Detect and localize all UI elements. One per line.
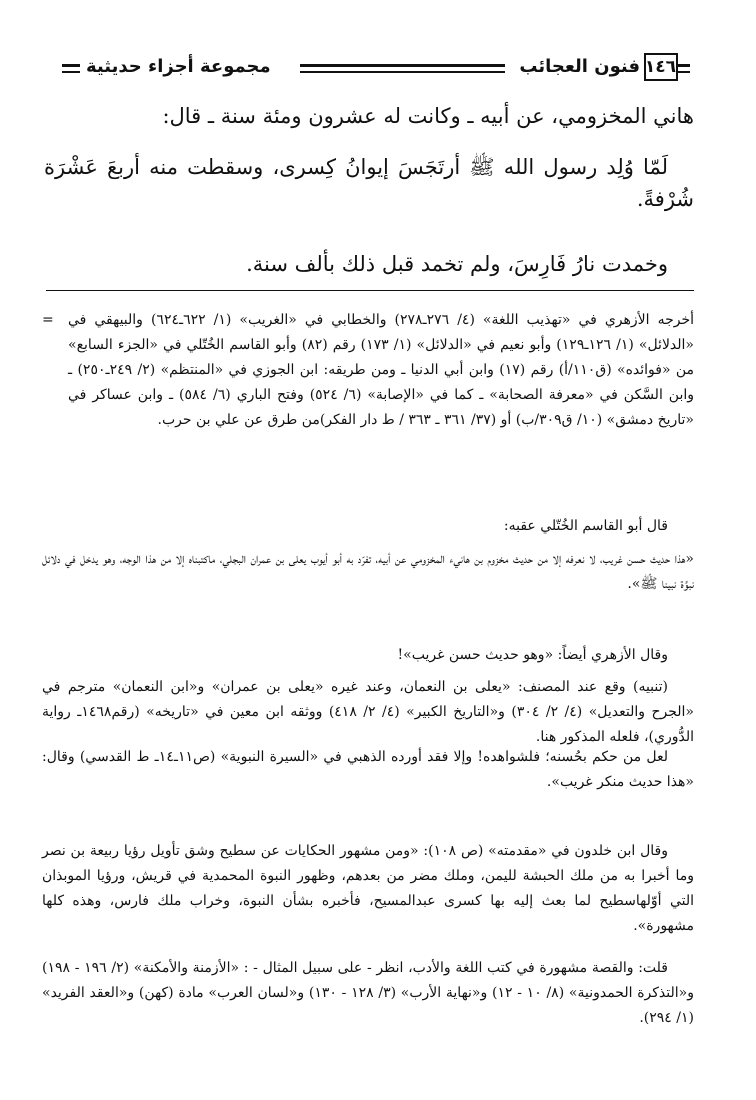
footnote-references bbox=[42, 308, 694, 433]
header-rule-middle bbox=[300, 64, 505, 73]
series-title: مجموعة أجزاء حديثية bbox=[86, 56, 271, 77]
footnote-ibn-khaldun: وقال ابن خلدون في «مقدمته» (ص ١٠٨): «ومن مشهور الحكايات عن سطيح وشق تأويل رؤيا ربيعة بن نصر وما أخبرا به من ملك الحبشة لليمن، وملك مضر من بعدهم، وظهور النبوة المحمدية في قريش، ورؤيا الموبذان التي أوّلهاسطيح لما بعث إليه بها كسرى عبدالمسيح، فأخبره بشأن النبوة، وخراب ملك فارس، وهذه كلها مشهورة». bbox=[42, 843, 694, 934]
footnote-references-text: أخرجه الأزهري في «تهذيب اللغة» (٤/ ٢٧٦ـ٢٧٨) والخطابي في «الغريب» (١/ ٦٢٢ـ٦٢٤) والبيهقي في «الدلائل» (١/ ١٢٦ـ١٢٩) وأبو نعيم في «الدلائل» (١/ ١٧٣) رقم (٨٢) وأبو القاسم الخُتّلي في «الجزء السابع» من «فوائده» (ق١١٠/أ) رقم (١٧) وابن أبي الدنيا ـ ومن طريقه: ابن الجوزي في «المنتظم» (٢/ ٢٤٩ـ٢٥٠) ـ وابن السَّكن في «معرفة الصحابة» ـ كما في «الإصابة» (٦/ ٥٢٤) وفتح الباري (٦/ ٥٨٤) ـ وابن عساكر في «تاريخ دمشق» (١٠/ ق٣٠٩/ب) أو (٣٧/ ٣٦١ ـ ٣٦٣ / ط دار الفكر)من طرق عن علي بن حرب. bbox=[68, 312, 695, 428]
main-text-paragraph-2: وخمدت نارُ فَارِسَ، ولم تخمد قبل ذلك بألف سنة. bbox=[246, 252, 668, 276]
footnote-laalla: لعل من حكم بحُسنه؛ فلشواهده! وإلا فقد أورده الذهبي في «السيرة النبوية» (ص١١ـ١٤ـ ط القدسي) وقال: «هذا حديث منكر غريب». bbox=[42, 749, 694, 790]
footnote-khuttali-quote: «هذا حديث حسن غريب، لا نعرفه إلا من حديث مخزوم بن هانيء المخزومي عن أبيه، تفرّد به أبو أيوب يعلى بن عمران البجلي، ماكتبناه إلا من هذا الوجه، وهو يدخل في دلائل نبوَّة نبينا ﷺ». bbox=[42, 551, 694, 592]
footnote-separator bbox=[46, 290, 694, 291]
main-text-paragraph-1: لَمّا وُلِد رسول الله ﷺ أرتَجَسَ إيوانُ كِسرى، وسقطت منه أربعَ عَشْرَة شُرْفةً. bbox=[44, 155, 694, 211]
page-header bbox=[62, 50, 710, 90]
main-text-line: هاني المخزومي، عن أبيه ـ وكانت له عشرون ومئة سنة ـ قال: bbox=[162, 104, 694, 128]
footnote-tanbih: (تنبيه) وقع عند المصنف: «يعلى بن النعمان، وعند غيره «يعلى بن عمران» و«ابن النعمان» مترجم في «الجرح والتعديل» (٤/ ٢/ ٣٠٤) و«التاريخ الكبير» (٤/ ٢/ ٤١٨) ووثقه ابن معين في «تاريخه» (رقم١٤٦٨ـ رواية الدُّوري)، فلعله المذكور هنا. bbox=[42, 679, 694, 745]
header-rule-right bbox=[676, 64, 690, 73]
header-rule-left bbox=[62, 64, 80, 73]
footnote-azhari: وقال الأزهري أيضاً: «وهو حديث حسن غريب»! bbox=[397, 647, 668, 663]
book-title: فنون العجائب bbox=[519, 56, 640, 77]
page-number: ١٤٦ bbox=[644, 53, 678, 81]
footnote-qultu: قلت: والقصة مشهورة في كتب اللغة والأدب، انظر - على سبيل المثال - : «الأزمنة والأمكنة» (٢/ ١٩٦ - ١٩٨) و«التذكرة الحمدونية» (٨/ ١٠ - ١٢) و«نهاية الأرب» (٣/ ١٢٨ - ١٣٠) و«لسان العرب» مادة (كهن) و«العقد الفريد» (١/ ٢٩٤). bbox=[42, 960, 694, 1026]
continuation-mark: = bbox=[42, 312, 54, 328]
footnote-khuttali-intro: قال أبو القاسم الخُتّلي عقبه: bbox=[503, 518, 668, 534]
